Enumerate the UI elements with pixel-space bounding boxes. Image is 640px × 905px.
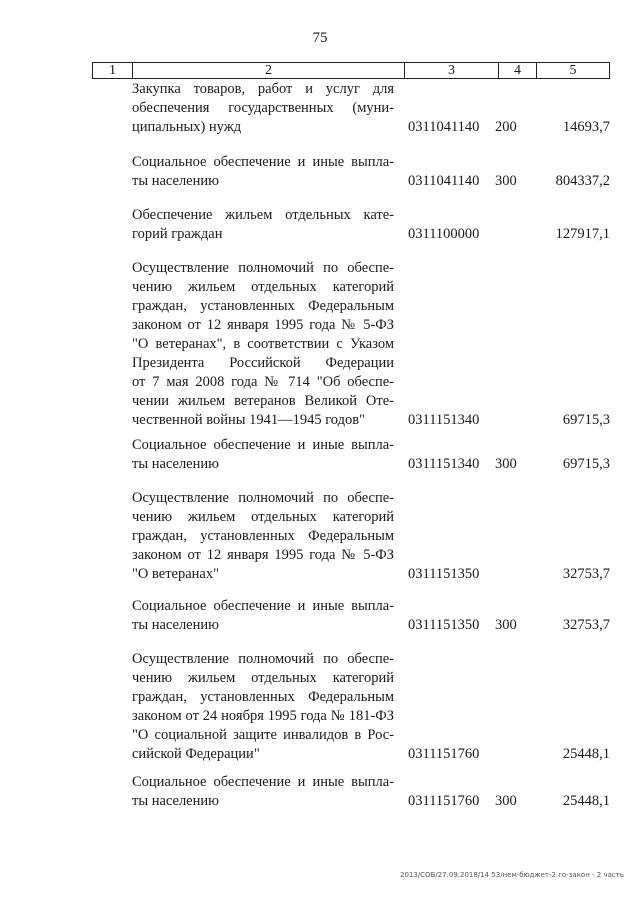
- header-col-5: 5: [569, 63, 577, 78]
- description-line: горий граждан: [132, 226, 223, 242]
- row-code: 0311151340: [408, 456, 480, 472]
- row-expense-type: 300: [495, 617, 517, 633]
- description-line: Социальное обеспечение и иные выпла-: [132, 598, 394, 614]
- description-line: Обеспечение жильем отдельных кате-: [132, 207, 394, 223]
- header-col-2: 2: [133, 63, 405, 78]
- description-line: "О социальной защите инвалидов в Рос-: [132, 727, 394, 743]
- row-amount: 127917,1: [555, 226, 610, 242]
- row-amount: 25448,1: [562, 746, 610, 762]
- row-code: 0311151760: [408, 746, 480, 762]
- page-number: 75: [312, 30, 328, 46]
- row-expense-type: 300: [495, 456, 517, 472]
- document-footer: 2013/СОБ/27.09.2018/14 53/нем-бюджет-2 го-закон - 2 часть: [400, 871, 624, 879]
- row-amount: 32753,7: [562, 566, 610, 582]
- description-line: ты населению: [132, 173, 219, 189]
- row-description: [132, 259, 394, 430]
- row-code: 0311041140: [408, 173, 480, 189]
- description-line: Социальное обеспечение и иные выпла-: [132, 154, 394, 170]
- description-line: граждан, установленных Федеральным: [132, 298, 394, 314]
- row-expense-type: 200: [495, 119, 517, 135]
- row-code: 0311041140: [408, 119, 480, 135]
- description-line: законом от 24 ноября 1995 года № 181-ФЗ: [132, 708, 394, 724]
- description-line: ты населению: [132, 793, 219, 809]
- header-col-4: 4: [499, 63, 537, 78]
- description-line: "О ветеранах": [132, 566, 220, 582]
- description-line: законом от 12 января 1995 года № 5-ФЗ: [132, 547, 394, 563]
- row-code: 0311151350: [408, 617, 480, 633]
- description-line: ты населению: [132, 456, 219, 472]
- description-line: Осуществление полномочий по обеспе-: [132, 490, 394, 506]
- description-line: чении жильем ветеранов Великой Оте-: [132, 393, 394, 409]
- description-line: "О ветеранах", в соответствии с Указом: [132, 336, 394, 352]
- description-line: обеспечения государственных (муни-: [132, 100, 394, 116]
- description-line: Президента Российской Федерации: [132, 355, 394, 371]
- row-description: [132, 597, 394, 635]
- row-code: 0311151760: [408, 793, 480, 809]
- row-description: [132, 80, 394, 137]
- description-line: чению жильем отдельных категорий: [132, 670, 394, 686]
- row-amount: 14693,7: [562, 119, 610, 135]
- row-code: 0311151350: [408, 566, 480, 582]
- description-line: ты населению: [132, 617, 219, 633]
- row-amount: 804337,2: [555, 173, 610, 189]
- row-amount: 25448,1: [562, 793, 610, 809]
- description-line: ципальных) нужд: [132, 119, 242, 135]
- description-line: граждан, установленных Федеральным: [132, 528, 394, 544]
- row-description: [132, 206, 394, 244]
- description-line: от 7 мая 2008 года № 714 "Об обеспе-: [132, 374, 394, 390]
- description-line: Осуществление полномочий по обеспе-: [132, 260, 394, 276]
- row-expense-type: 300: [495, 173, 517, 189]
- description-line: Осуществление полномочий по обеспе-: [132, 651, 394, 667]
- description-line: сийской Федерации": [132, 746, 260, 762]
- description-line: чественной войны 1941—1945 годов": [132, 412, 366, 428]
- description-line: граждан, установленных Федеральным: [132, 689, 394, 705]
- row-description: [132, 489, 394, 584]
- description-line: чению жильем отдельных категорий: [132, 509, 394, 525]
- description-line: законом от 12 января 1995 года № 5-ФЗ: [132, 317, 394, 333]
- row-code: 0311100000: [408, 226, 480, 242]
- description-line: Социальное обеспечение и иные выпла-: [132, 774, 394, 790]
- row-code: 0311151340: [408, 412, 480, 428]
- row-amount: 32753,7: [562, 617, 610, 633]
- description-line: Закупка товаров, работ и услуг для: [132, 81, 394, 97]
- description-line: Социальное обеспечение и иные выпла-: [132, 437, 394, 453]
- row-amount: 69715,3: [562, 412, 610, 428]
- description-line: чению жильем отдельных категорий: [132, 279, 394, 295]
- table-header: [92, 62, 610, 79]
- header-col-1: 1: [93, 63, 133, 78]
- row-amount: 69715,3: [562, 456, 610, 472]
- row-description: [132, 153, 394, 191]
- row-expense-type: 300: [495, 793, 517, 809]
- header-col-3: 3: [405, 63, 499, 78]
- row-description: [132, 650, 394, 764]
- row-description: [132, 773, 394, 811]
- row-description: [132, 436, 394, 474]
